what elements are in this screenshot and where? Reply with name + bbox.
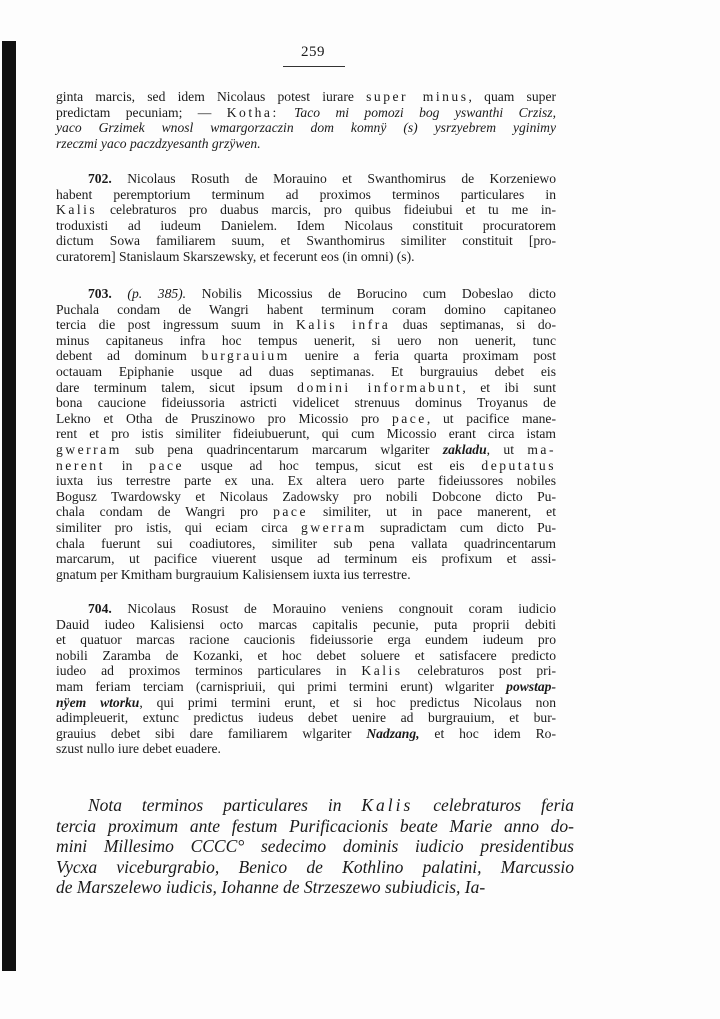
text-segment: Puchala condam de Wangri habent terminum coram domino capitaneo xyxy=(56,301,556,317)
text-segment: Nicolaus Rosuth de Morauino et Swanthomirus de Korzeniewo xyxy=(127,171,556,186)
text-segment: troduxisti ad iudeum Danielem. Idem Nicolaus constituit procuratorem xyxy=(56,217,556,233)
text-line xyxy=(56,816,574,837)
text-segment: Nota terminos particulares in xyxy=(88,795,362,815)
text-line xyxy=(56,836,574,857)
page-number-rule xyxy=(283,66,345,67)
text-line xyxy=(56,218,556,234)
text-segment: habent peremptorium terminum ad proximos terminos particulares in xyxy=(56,186,556,202)
entry-number: 704. xyxy=(88,601,112,616)
spaced-text: nerent xyxy=(56,457,105,473)
page-number: 259 xyxy=(301,44,325,60)
text-segment: supradictam cum dicto Pu- xyxy=(366,519,556,535)
text-line xyxy=(56,632,556,648)
text-segment xyxy=(279,105,294,120)
entry-number: 702. xyxy=(88,171,112,186)
text-line xyxy=(56,695,556,711)
spaced-text: pace xyxy=(391,410,427,426)
text-segment: chala condam de Wangri pro xyxy=(56,504,274,520)
entry-702 xyxy=(56,171,556,265)
entry-703 xyxy=(56,286,556,582)
text-segment: de Marszelewo iudicis, Iohanne de Strzeszewo subiudicis, Ia- xyxy=(56,877,486,898)
text-segment: et hoc idem Ro- xyxy=(419,725,556,741)
text-line xyxy=(56,567,556,583)
spaced-text: Kalis xyxy=(56,202,98,218)
text-line xyxy=(56,710,556,726)
text-segment: nobili Zaramba de Kozanki, et hoc debet soluere et satisfacere predicto xyxy=(56,647,556,663)
text-segment: mini Millesimo CCCC° sedecimo dominis iudicio presidentibus xyxy=(56,836,574,857)
text-line xyxy=(56,648,556,664)
text-segment: Dauid iudeo Kalisiensi octo marcas capitalis pecunie, puta proprii debiti xyxy=(56,616,556,632)
spaced-text: deputatus xyxy=(481,457,556,473)
text-segment: octauam Epiphanie usque ad duas septimanas. Et burgrauius debet eis xyxy=(56,363,556,379)
spaced-text: Kalis xyxy=(361,795,414,815)
text-line xyxy=(56,380,556,396)
text-line xyxy=(56,473,556,489)
italic-text: yaco Grzimek wnosl wmargorzaczin dom komnÿ (s) ysrzyebrem yginimy xyxy=(56,120,556,136)
text-line xyxy=(56,249,556,265)
text-line xyxy=(56,286,556,302)
text-line xyxy=(56,411,556,427)
spaced-text: Kalis xyxy=(361,663,403,679)
text-line xyxy=(56,458,556,474)
text-line xyxy=(56,302,556,318)
text-segment: , quam super xyxy=(468,89,557,104)
entry-704 xyxy=(56,601,556,757)
text-line xyxy=(56,333,556,349)
text-segment: sub pena quadrincentarum marcarum wlgariter xyxy=(121,441,443,457)
text-segment: dare terminum talem, sicut ipsum xyxy=(56,379,298,395)
text-segment: Nobilis Micossius de Borucino cum Dobeslao dicto xyxy=(201,286,556,301)
text-segment: dictum Sowa familiarem suum, et Swanthomirus similiter constituit [pro- xyxy=(56,233,556,249)
text-line xyxy=(56,348,556,364)
text-line xyxy=(56,679,556,695)
text-segment: Nicolaus Rosust de Morauino veniens congnouit coram iudicio xyxy=(127,601,556,616)
text-segment: rent et pro istis similiter fideiubuerunt, qui cum Micossio erant circa istam xyxy=(56,426,556,442)
text-segment: tercia proximum ante festum Purificacionis beate Marie anno do- xyxy=(56,815,574,836)
spaced-text: Kalis infra xyxy=(296,317,391,333)
spaced-text: ma- xyxy=(527,441,556,457)
text-segment: , et ibi sunt xyxy=(462,379,556,395)
text-line xyxy=(56,741,556,757)
italic-text: Taco mi pomozi bog yswanthi Crzisz, xyxy=(294,104,556,120)
text-line xyxy=(56,364,556,380)
text-line xyxy=(56,442,556,458)
text-line xyxy=(56,857,574,878)
paragraph-continuation xyxy=(56,89,556,151)
text-segment: , qui primi termini erunt, et si hoc predictus Nicolaus non xyxy=(139,694,557,710)
text-segment: similiter, ut in pace manerent, et xyxy=(308,504,556,520)
text-segment: adimpleuerit, extunc predictus iudeus debet uenire ad burgrauium, et bur- xyxy=(56,710,556,726)
nota-section xyxy=(56,795,574,898)
text-line xyxy=(56,105,556,121)
text-segment: chala fuerunt sui coadiutores, similiter sub pena vallata quadrincentarum xyxy=(56,535,556,551)
text-segment: celebraturos post pri- xyxy=(402,663,557,679)
spaced-text: Kotha: xyxy=(226,104,279,120)
text-segment: usque ad hoc tempus, sicut est eis xyxy=(184,457,482,473)
vernacular-term: nÿem wtorku xyxy=(56,694,140,710)
text-line xyxy=(56,395,556,411)
text-segment: predictam pecuniam; — xyxy=(56,104,227,120)
text-line xyxy=(56,877,574,898)
italic-text: rzeczmi yaco paczdzyesanth grzÿwen. xyxy=(56,135,261,151)
text-segment: grauius debet sibi dare familiarem wlgariter xyxy=(56,725,367,741)
page-reference: (p. 385). xyxy=(127,286,187,301)
text-segment: in xyxy=(104,457,150,473)
text-line xyxy=(56,617,556,633)
text-segment: celebraturos feria xyxy=(413,795,574,815)
text-line xyxy=(56,317,556,333)
text-segment: minus capitaneus infra hoc tempus uenerit, si uero non uenerit, tunc xyxy=(56,332,556,348)
text-line xyxy=(56,426,556,442)
text-segment: Vycxa viceburgrabio, Benico de Kothlino palatini, Marcussio xyxy=(56,856,574,877)
vernacular-term: powstap- xyxy=(506,678,556,694)
vernacular-term: zakladu xyxy=(442,441,487,457)
binding-edge xyxy=(2,41,16,971)
text-line xyxy=(56,795,574,816)
text-line xyxy=(56,504,556,520)
text-segment: iudeo ad proximos terminos particulares in xyxy=(56,663,362,679)
text-segment: celebraturos pro duabus marcis, pro quibus fideiubui et tu me in- xyxy=(97,202,556,218)
text-line xyxy=(56,233,556,249)
text-line xyxy=(56,120,556,136)
text-segment: mam feriam terciam (carnispriuii, qui primi termini erunt) wlgariter xyxy=(56,678,507,694)
spaced-text: domini informabunt xyxy=(297,379,463,395)
text-segment: debent ad dominum xyxy=(56,348,202,364)
spaced-text: pace xyxy=(273,504,308,520)
text-segment: similiter pro istis, qui eciam circa xyxy=(56,519,301,535)
text-segment: duas septimanas, si do- xyxy=(390,317,556,333)
text-line xyxy=(56,171,556,187)
text-segment: marcarum, ut pacifice viuerent usque ad terminum eis profixum et assi- xyxy=(56,551,556,567)
text-line xyxy=(56,536,556,552)
text-line xyxy=(56,489,556,505)
text-segment: uenire a feria quarta proximam post xyxy=(289,348,556,364)
text-segment: , ut xyxy=(486,441,528,457)
text-segment: ginta marcis, sed idem Nicolaus potest iurare xyxy=(56,89,367,104)
text-segment: , ut pacifice mane- xyxy=(426,410,556,426)
spaced-text: gwerram xyxy=(56,441,122,457)
text-segment: bona caucione fideiussoria astricti videlicet strenuus dominus Troyanus de xyxy=(56,395,556,411)
entry-number: 703. xyxy=(88,286,112,301)
text-line xyxy=(56,136,556,152)
text-segment: Bogusz Twardowsky et Nicolaus Zadowsky pro nobili Dobcone dicto Pu- xyxy=(56,488,556,504)
text-segment: gnatum per Kmitham burgrauium Kalisiensem iuxta ius terrestre. xyxy=(56,566,411,582)
text-line xyxy=(56,89,556,105)
text-line xyxy=(56,551,556,567)
text-segment: Lekno et Otha de Pruszinowo pro Micossio pro xyxy=(56,410,392,426)
text-segment: iuxta ius terrestre parte ex una. Ex altera uero parte fideiussores nobiles xyxy=(56,473,556,489)
spaced-text: super minus xyxy=(366,89,469,104)
text-segment: et quatuor marcas racione caucionis fideiussorie erga eundem iudeum pro xyxy=(56,632,556,648)
text-segment: tercia die post ingressum suum in xyxy=(56,317,297,333)
spaced-text: gwerram xyxy=(300,519,367,535)
text-line xyxy=(56,520,556,536)
vernacular-term: Nadzang, xyxy=(366,725,420,741)
spaced-text: pace xyxy=(149,457,185,473)
text-segment: curatorem] Stanislaum Skarszewsky, et fecerunt eos (in omni) (s). xyxy=(56,248,415,264)
text-line xyxy=(56,726,556,742)
text-line xyxy=(56,663,556,679)
text-segment: szust nullo iure debet euadere. xyxy=(56,741,221,757)
text-line xyxy=(56,187,556,203)
text-line xyxy=(56,601,556,617)
spaced-text: burgrauium xyxy=(201,348,290,364)
text-line xyxy=(56,202,556,218)
